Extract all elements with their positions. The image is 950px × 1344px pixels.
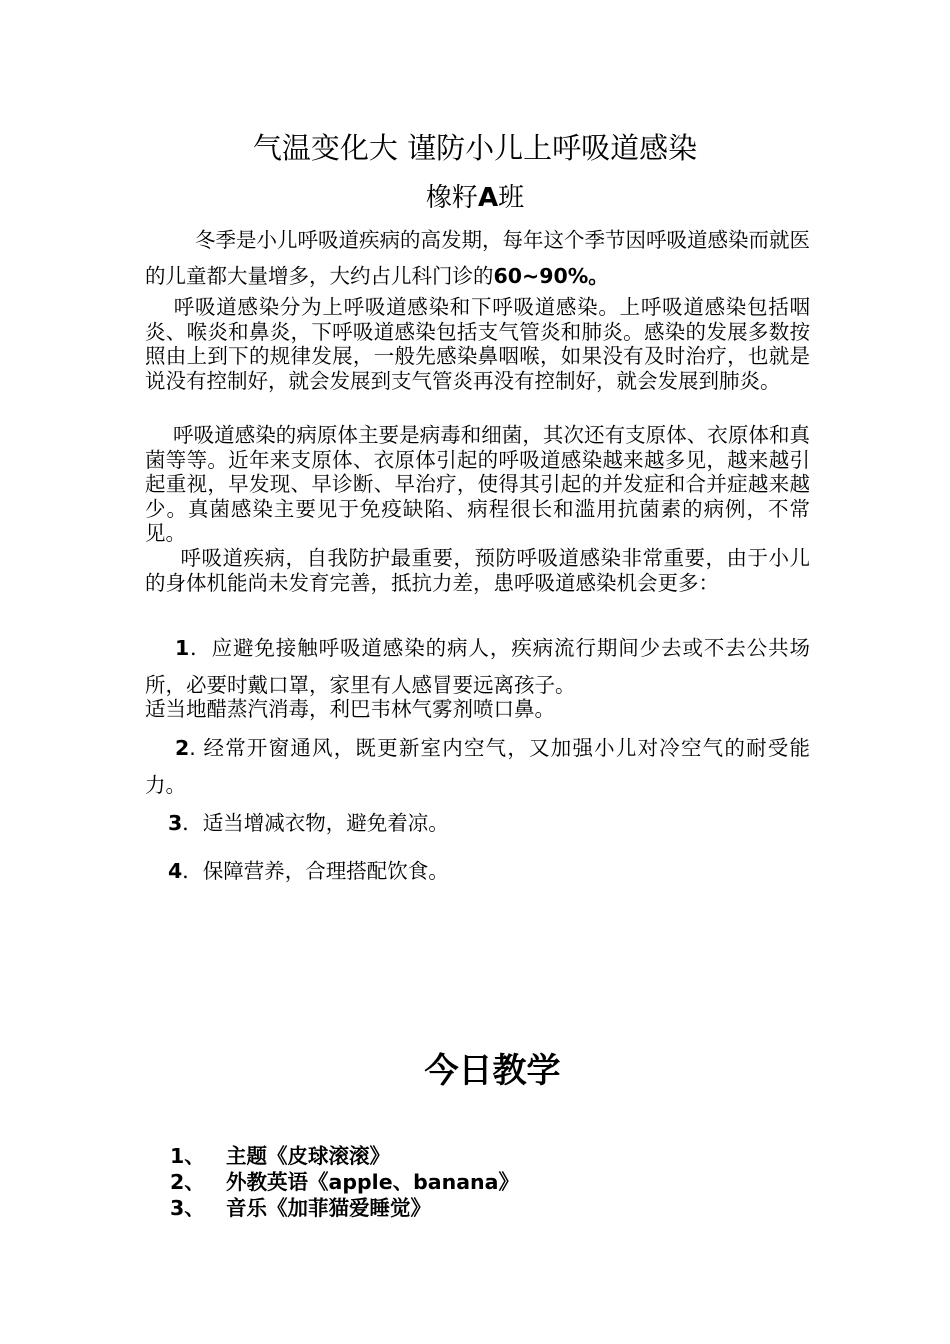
tip-2 — [145, 730, 810, 804]
paragraph-pathogens-text: 呼吸道感染的病原体主要是病毒和细菌，其次还有支原体、衣原体和真菌等等。近年来支原体、衣原体引起的呼吸道感染越来越多见，越来越引起重视，早发现、早诊断、早治疗，使得其引起的并发症和合并症越来越少。真菌感染主要见于免疫缺陷、病程很长和滥用抗菌素的病例，不常见。 — [145, 423, 810, 546]
list-item-index: 3、 — [170, 1196, 205, 1220]
tip-3 — [145, 805, 810, 841]
tip-3-text: ．适当增减衣物，避免着凉。 — [182, 811, 449, 835]
paragraph-prevention — [145, 546, 810, 595]
tip-4-number: 4 — [168, 859, 183, 883]
tip-3-number: 3 — [168, 811, 183, 835]
tip-1-text-a: ．应避免接触呼吸道感染的病人，疾病流行期间少去或不去公共场所，必要时戴口罩，家里有人感冒要远离孩子。 — [145, 636, 810, 697]
class-name-prefix: 橡籽 — [425, 183, 478, 213]
tip-4 — [145, 853, 810, 889]
paragraph-pathogens — [145, 423, 810, 546]
tip-1-number: 1 — [175, 636, 190, 660]
paragraph-intro-percent: 60~90%。 — [493, 264, 609, 288]
paragraph-types — [145, 295, 810, 393]
tip-2-number: 2 — [175, 736, 190, 760]
tip-4-text: ．保障营养，合理搭配饮食。 — [182, 859, 449, 883]
teaching-title: 今日教学 — [424, 1051, 561, 1091]
teaching-list — [170, 1143, 519, 1221]
list-item-index: 1、 — [170, 1144, 205, 1168]
paragraph-prevention-text: 呼吸道疾病，自我防护最重要，预防呼吸道感染非常重要，由于小儿的身体机能尚未发育完善，抵抗力差，患呼吸道感染机会更多： — [145, 546, 810, 595]
list-item-text: 主题《皮球滚滚》 — [226, 1144, 390, 1168]
class-name-letter: A — [477, 183, 499, 213]
tip-1 — [145, 630, 810, 704]
list-item — [170, 1169, 519, 1195]
list-item-text: 音乐《加菲猫爱睡觉》 — [226, 1196, 431, 1220]
list-item — [170, 1195, 519, 1221]
tip-1-continued — [145, 697, 810, 722]
list-item-index: 2、 — [170, 1170, 205, 1194]
article-title: 气温变化大 谨防小儿上呼吸道感染 — [252, 131, 698, 165]
paragraph-types-text: 呼吸道感染分为上呼吸道感染和下呼吸道感染。上呼吸道感染包括咽炎、喉炎和鼻炎，下呼吸道感染包括支气管炎和肺炎。感染的发展多数按照由上到下的规律发展，一般先感染鼻咽喉，如果没有及时治疗，也就是说没有控制好，就会发展到支气管炎再没有控制好，就会发展到肺炎。 — [145, 295, 810, 393]
paragraph-intro-text: 冬季是小儿呼吸道疾病的高发期，每年这个季节因呼吸道感染而就医的儿童都大量增多，大约占儿科门诊的 — [145, 228, 810, 288]
class-name-suffix: 班 — [498, 183, 525, 213]
list-item — [170, 1143, 519, 1169]
class-name — [0, 180, 950, 216]
paragraph-intro — [145, 222, 810, 294]
tip-1-text-b: 适当地醋蒸汽消毒，利巴韦林气雾剂喷口鼻。 — [145, 697, 555, 721]
list-item-text: 外教英语《apple、banana》 — [226, 1170, 519, 1194]
tip-2-text: . 经常开窗通风，既更新室内空气，又加强小儿对冷空气的耐受能力。 — [145, 736, 810, 797]
